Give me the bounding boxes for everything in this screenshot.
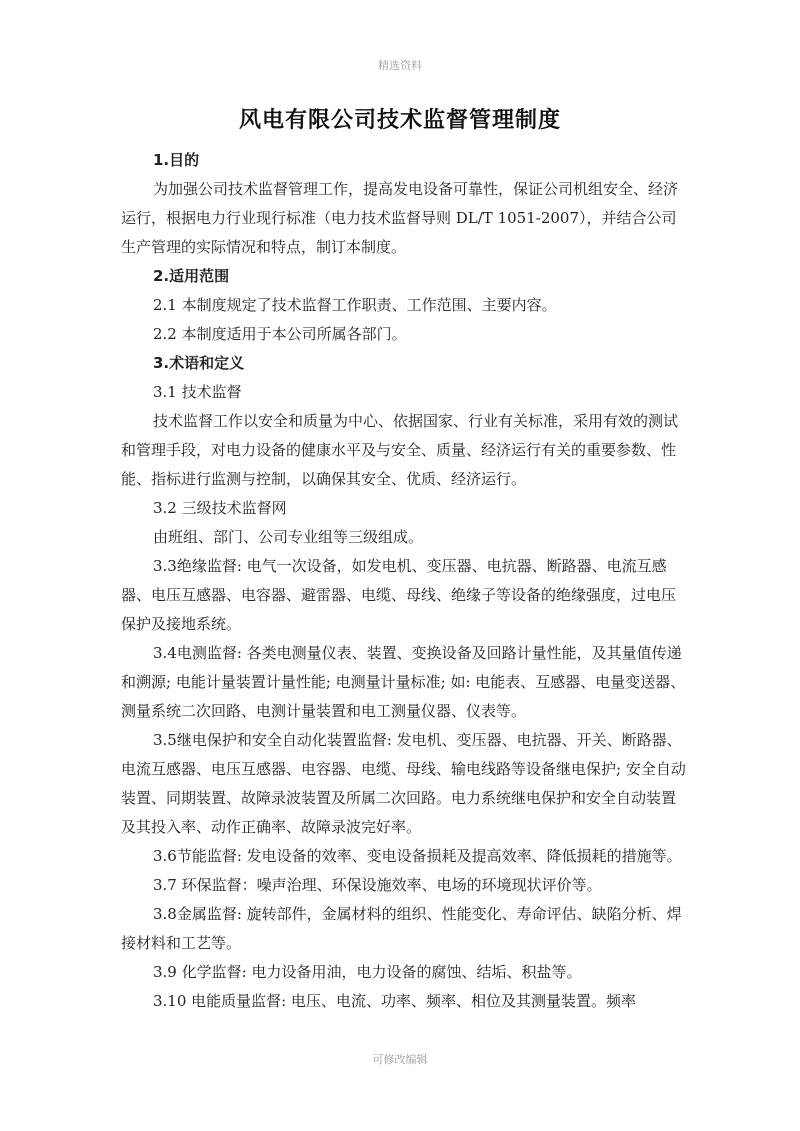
section-3-heading: 3.术语和定义 — [153, 354, 245, 372]
section-2-2-paragraph: 2.2 本制度适用于本公司所属各部门。 — [153, 325, 407, 343]
section-3-5-paragraph: 3.5继电保护和安全自动化装置监督: 发电机、变压器、电抗器、开关、断路器、电流互感器、电压互感器、电容器、电缆、母线、输电线路等设备继电保护; 安全自动装置、同期装置、故障录波装置及所属二次回路。电力系统继电保护和安全自动装置及其投入率、动作正确率、故障录波完好率。 — [121, 731, 686, 836]
section-3-9-paragraph: 3.9 化学监督: 电力设备用油，电力设备的腐蚀、结垢、积盐等。 — [153, 963, 582, 981]
section-2-1-paragraph: 2.1 本制度规定了技术监督工作职责、工作范围、主要内容。 — [153, 296, 557, 314]
header-note: 精选资料 — [378, 59, 422, 72]
section-3-1-body: 技术监督工作以安全和质量为中心、依据国家、行业有关标准，采用有效的测试和管理手段，对电力设备的健康水平及与安全、质量、经济运行有关的重要参数、性能、指标进行监测与控制，以确保其安全、优质、经济运行。 — [121, 412, 679, 488]
section-3-1-title: 3.1 技术监督 — [153, 383, 242, 401]
section-3-2-body: 由班组、部门、公司专业组等三级组成。 — [153, 528, 424, 546]
section-3-7-paragraph: 3.7 环保监督：噪声治理、环保设施效率、电场的环境现状评价等。 — [153, 876, 602, 894]
section-3-3-paragraph: 3.3绝缘监督: 电气一次设备，如发电机、变压器、电抗器、断路器、电流互感器、电压互感器、电容器、避雷器、电缆、母线、绝缘子等设备的绝缘强度，过电压保护及接地系统。 — [121, 557, 677, 633]
section-3-4-paragraph: 3.4电测监督: 各类电测量仪表、装置、变换设备及回路计量性能，及其量值传递和溯源; 电能计量装置计量性能; 电测量计量标准; 如: 电能表、互感器、电量变送器、测量系统二次回路、电测计量装置和电工测量仪器、仪表等。 — [121, 644, 686, 720]
document-body — [121, 146, 686, 1016]
section-3-8-paragraph: 3.8金属监督: 旋转部件，金属材料的组织、性能变化、寿命评估、缺陷分析、焊接材料和工艺等。 — [121, 905, 682, 952]
section-3-6-paragraph: 3.6节能监督: 发电设备的效率、变电设备损耗及提高效率、降低损耗的措施等。 — [153, 847, 682, 865]
footer-note: 可修改编辑 — [372, 1053, 428, 1066]
document-title: 风电有限公司技术监督管理制度 — [238, 107, 561, 133]
section-3-10-paragraph: 3.10 电能质量监督: 电压、电流、功率、频率、相位及其测量装置。频率 — [153, 992, 636, 1010]
section-1-heading: 1.目的 — [153, 151, 200, 169]
section-3-2-title: 3.2 三级技术监督网 — [153, 499, 287, 517]
section-1-paragraph: 为加强公司技术监督管理工作，提高发电设备可靠性，保证公司机组安全、经济运行，根据电力行业现行标准（电力技术监督导则 DL/T 1051-2007），并结合公司生产管理的实际情况和特点，制订本制度。 — [121, 180, 679, 256]
section-2-heading: 2.适用范围 — [153, 267, 230, 285]
